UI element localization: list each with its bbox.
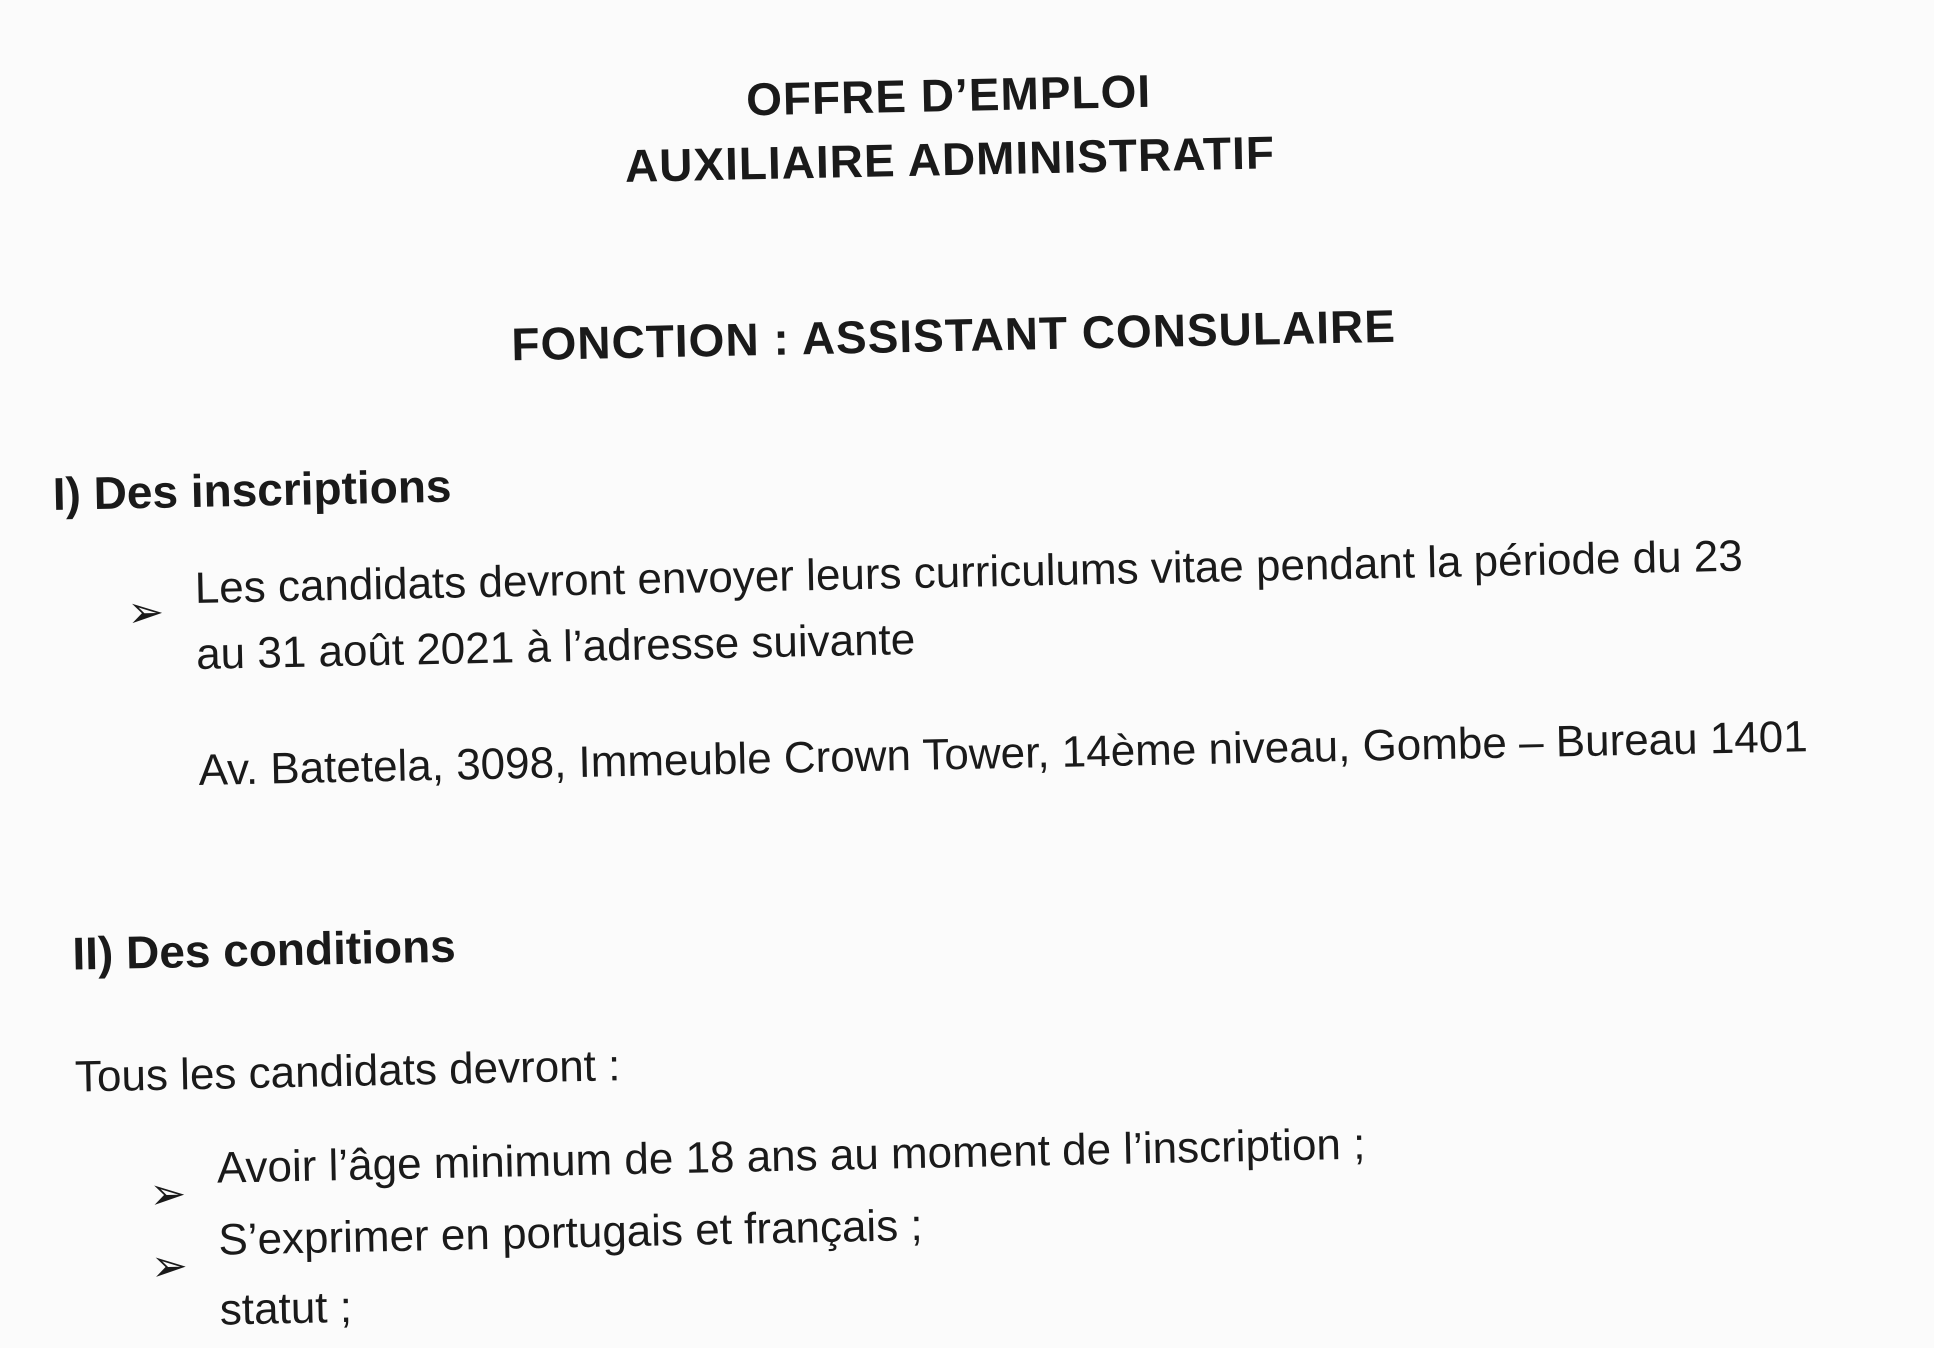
title-auxiliaire: AUXILIAIRE ADMINISTRATIF <box>624 126 1276 192</box>
arrow-bullet-icon: ➢ <box>150 1241 189 1292</box>
condition-item-languages: S’exprimer en portugais et français ; <box>217 1200 924 1265</box>
address-text: Av. Batetela, 3098, Immeuble Crown Tower, 14ème niveau, Gombe – Bureau 1401 <box>198 712 1809 795</box>
paragraph-line-1: Les candidats devront envoyer leurs curriculums vitae pendant la période du 23 <box>194 531 1744 614</box>
inscriptions-paragraph <box>194 524 1745 688</box>
arrow-bullet-icon: ➢ <box>126 587 165 638</box>
section-heading-inscriptions: I) Des inscriptions <box>52 459 452 520</box>
conditions-intro: Tous les candidats devront : <box>74 1041 621 1102</box>
title-offre-emploi: OFFRE D’EMPLOI <box>745 64 1152 126</box>
arrow-bullet-icon: ➢ <box>148 1169 187 1220</box>
condition-item-partial: statut ; <box>219 1282 353 1335</box>
function-title: FONCTION : ASSISTANT CONSULAIRE <box>510 299 1397 371</box>
condition-item-age: Avoir l’âge minimum de 18 ans au moment de l’inscription ; <box>216 1119 1366 1193</box>
section-heading-conditions: II) Des conditions <box>71 919 457 980</box>
paragraph-line-2: au 31 août 2021 à l’adresse suivante <box>195 614 916 679</box>
